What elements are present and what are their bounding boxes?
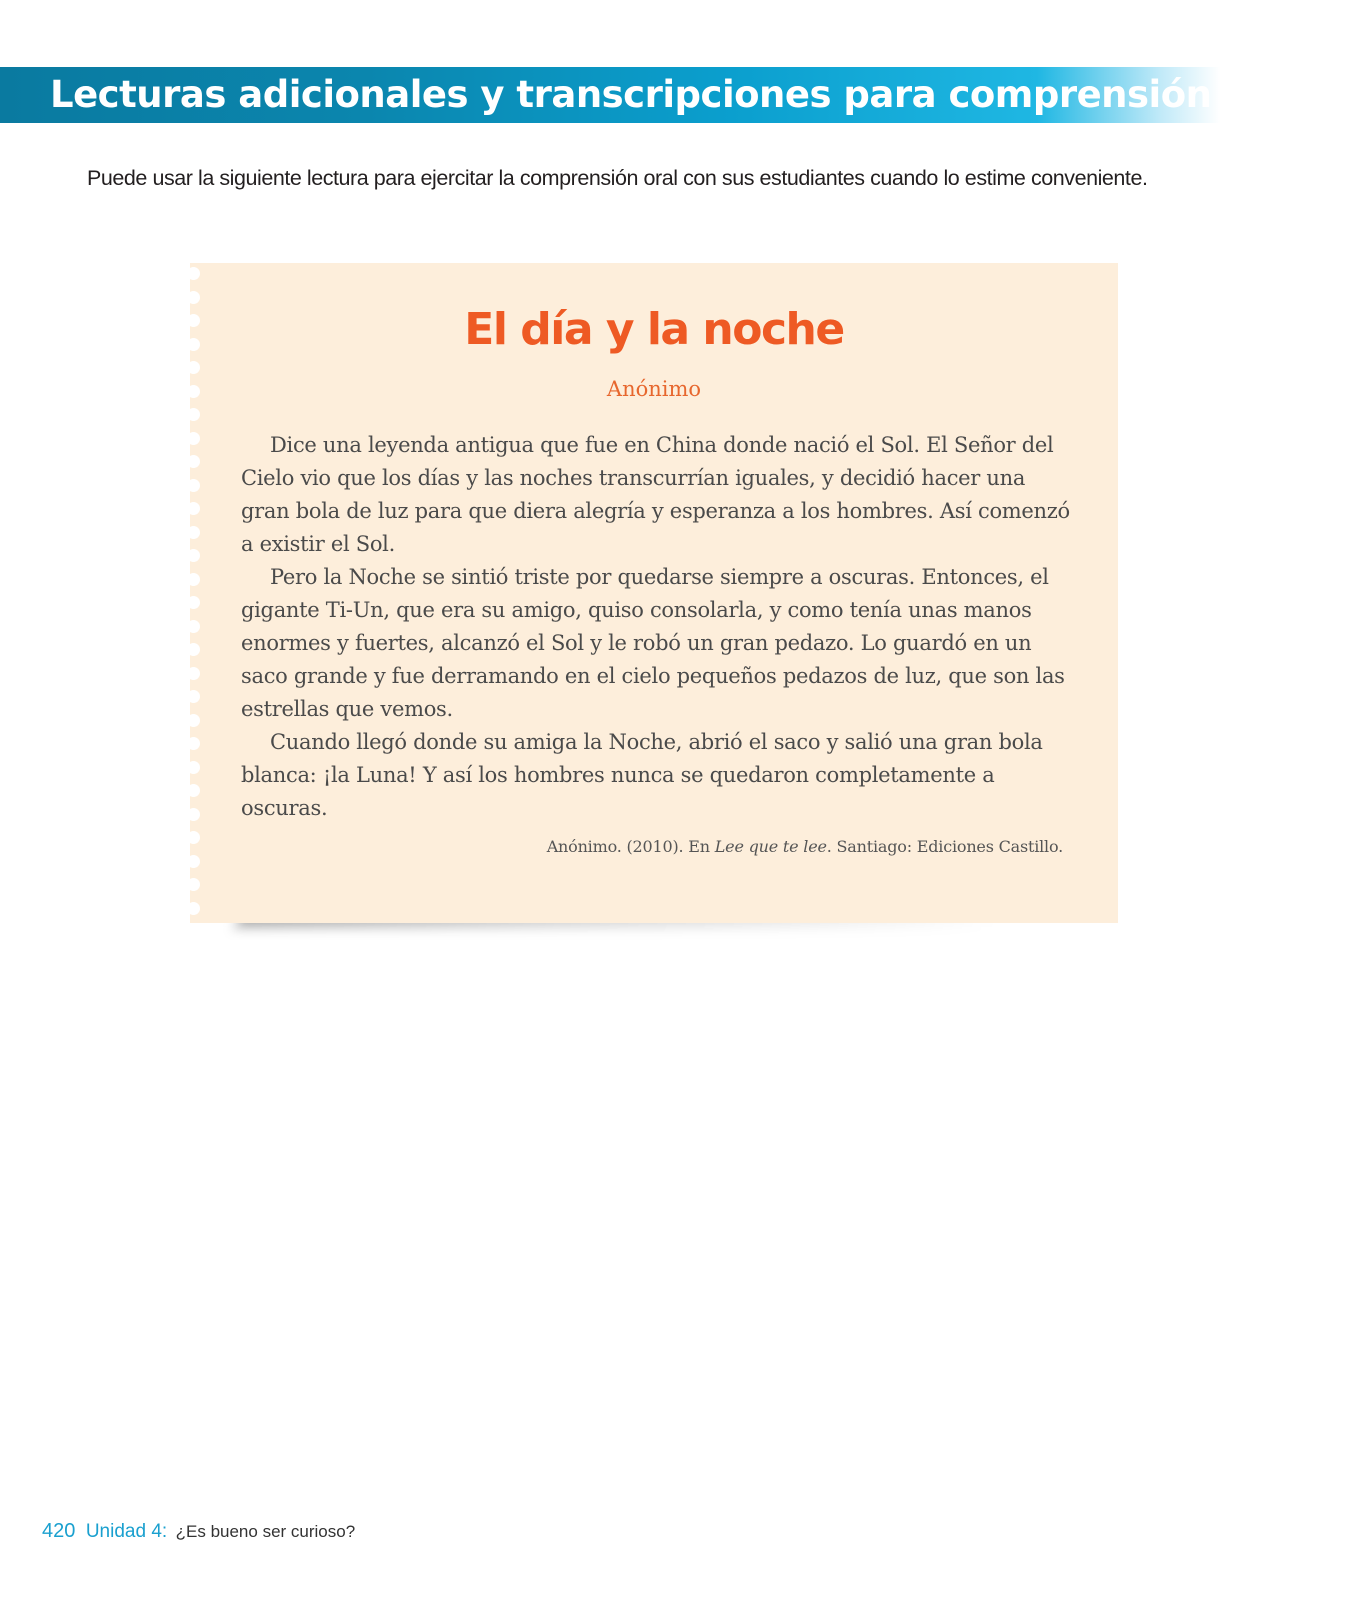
page-number: 420 xyxy=(42,1520,76,1542)
punch-hole xyxy=(187,408,200,421)
section-title: Lecturas adicionales y transcripciones para comprensión oral xyxy=(50,73,1304,116)
punch-hole xyxy=(187,455,200,468)
punch-hole xyxy=(187,596,200,609)
punch-hole xyxy=(187,620,200,633)
punch-hole xyxy=(187,267,200,280)
punch-hole xyxy=(187,902,200,915)
punch-hole xyxy=(187,878,200,891)
intro-instruction: Puede usar la siguiente lectura para ejercitar la comprensión oral con sus estudiantes cuando lo estime conveniente. xyxy=(87,166,1148,190)
story-paragraph: Cuando llegó donde su amiga la Noche, abrió el saco y salió una gran bola blanca: ¡la Luna! Y así los hombres nunca se quedaron completamente a oscuras. xyxy=(241,730,1043,820)
punch-hole xyxy=(187,690,200,703)
punch-hole xyxy=(187,714,200,727)
punch-hole xyxy=(187,573,200,586)
punch-hole xyxy=(187,808,200,821)
citation-prefix: Anónimo. (2010). En xyxy=(546,837,715,856)
punch-hole xyxy=(187,361,200,374)
page-footer xyxy=(42,1518,355,1546)
punch-hole xyxy=(187,784,200,797)
story-paragraph: Pero la Noche se sintió triste por quedarse siempre a oscuras. Entonces, el gigante Ti-Un, que era su amigo, quiso consolarla, y como tenía unas manos enormes y fuertes, alcanzó el Sol y le robó un gran pedazo. Lo guardó en un saco grande y fue derramando en el cielo pequeños pedazos de luz, que son las estrellas que vemos. xyxy=(241,565,1065,721)
punch-hole xyxy=(187,432,200,445)
punch-hole xyxy=(187,549,200,562)
punch-hole xyxy=(187,526,200,539)
punch-hole xyxy=(187,761,200,774)
reading-card xyxy=(190,263,1118,923)
punch-hole xyxy=(187,667,200,680)
unit-title: ¿Es bueno ser curioso? xyxy=(175,1522,356,1541)
punch-hole xyxy=(187,855,200,868)
story-title: El día y la noche xyxy=(464,304,844,355)
story-body xyxy=(241,429,1071,825)
citation-book-title: Lee que te lee xyxy=(714,837,827,856)
punch-hole xyxy=(187,479,200,492)
punch-hole xyxy=(187,737,200,750)
punch-hole xyxy=(187,831,200,844)
story-paragraph: Dice una leyenda antigua que fue en China donde nació el Sol. El Señor del Cielo vio que los días y las noches transcurrían iguales, y decidió hacer una gran bola de luz para que diera alegría y esperanza a los hombres. Así comenzó a existir el Sol. xyxy=(241,433,1070,556)
section-header-band xyxy=(0,67,1304,123)
story-citation xyxy=(390,836,1063,858)
punch-hole xyxy=(187,502,200,515)
punch-hole xyxy=(187,291,200,304)
notebook-punch-holes xyxy=(190,263,204,923)
story-author: Anónimo xyxy=(606,377,702,401)
unit-label: Unidad 4: xyxy=(85,1521,168,1542)
citation-suffix: . Santiago: Ediciones Castillo. xyxy=(826,837,1063,856)
punch-hole xyxy=(187,643,200,656)
